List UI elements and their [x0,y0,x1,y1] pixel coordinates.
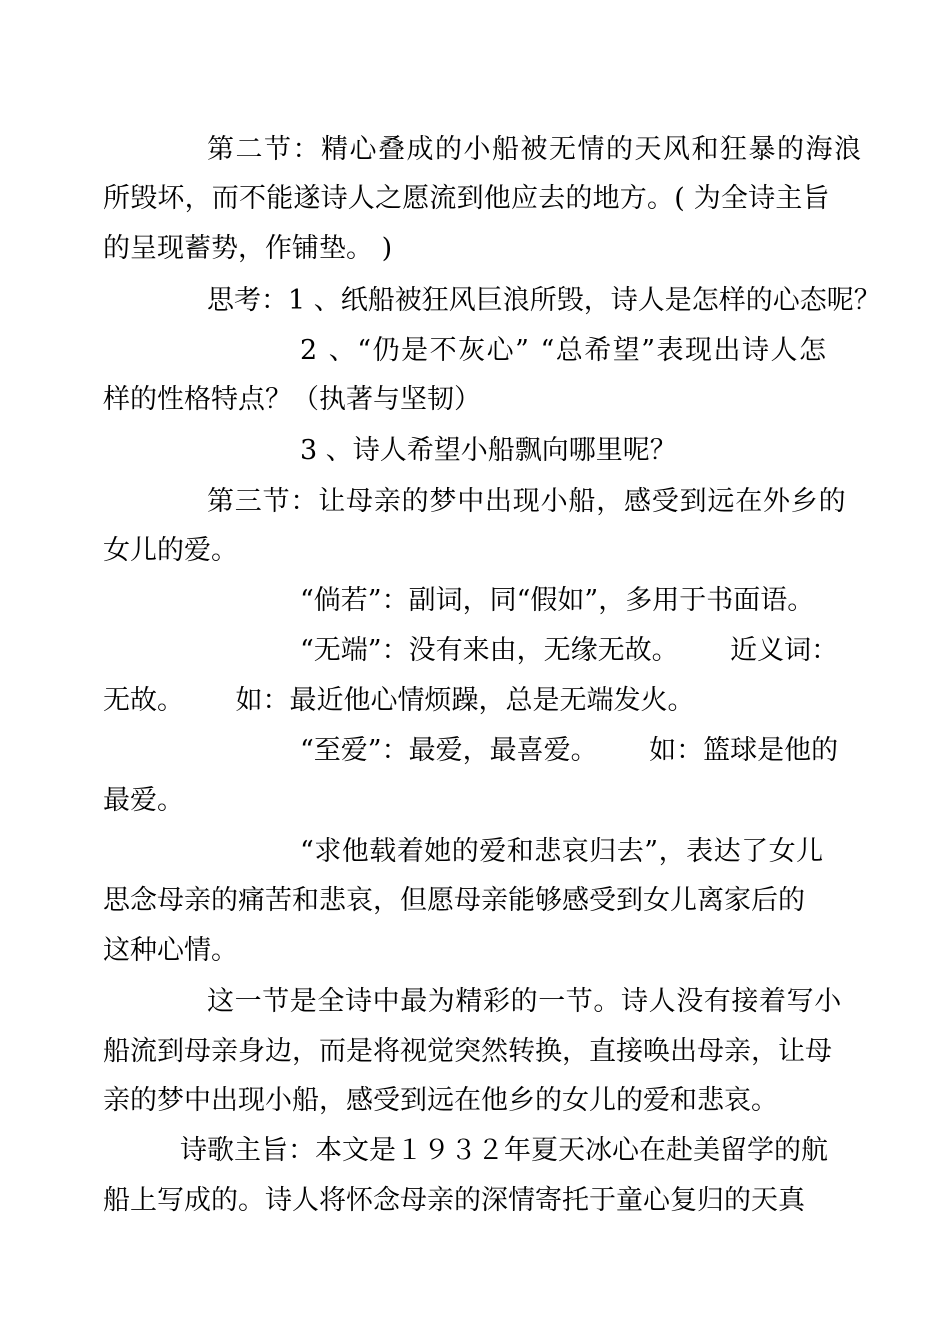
text-line: 第三节：让母亲的梦中出现小船，感受到远在外乡的 [207,486,847,517]
text-line: 的呈现蓄势，作铺垫。 ) [103,233,393,264]
text-line: 第二节：精心叠成的小船被无情的天风和狂暴的海浪 [207,134,863,165]
text-line: 船上写成的。诗人将怀念母亲的深情寄托于童心复归的天真 [103,1185,805,1216]
text-line: 所毁坏，而不能遂诗人之愿流到他应去的地方。( 为全诗主旨 [103,183,830,214]
text-line: 思考：1 、纸船被狂风巨浪所毁，诗人是怎样的心态呢？ [207,285,881,316]
text-line: “至爱”：最爱，最喜爱。 如：篮球是他的 [300,735,839,766]
text-line: 2 、“仍是不灰心” “总希望”表现出诗人怎 [300,335,828,366]
text-line: 这种心情。 [103,935,238,966]
text-line: “求他载着她的爱和悲哀归去”，表达了女儿 [300,836,824,867]
text-line: 无故。 如：最近他心情烦躁，总是无端发火。 [103,685,695,716]
text-line: 船流到母亲身边，而是将视觉突然转换，直接唤出母亲，让母 [103,1036,832,1067]
text-line: 思念母亲的痛苦和悲哀，但愿母亲能够感受到女儿离家后的 [103,885,805,916]
text-line: 诗歌主旨：本文是１９３２年夏天冰心在赴美留学的航 [180,1135,828,1166]
text-line: 这一节是全诗中最为精彩的一节。诗人没有接着写小 [207,986,842,1017]
text-line: “倘若”：副词，同“假如”，多用于书面语。 [300,585,815,616]
text-line: 3 、诗人希望小船飘向哪里呢？ [300,435,677,466]
text-line: 女儿的爱。 [103,535,238,566]
text-line: 最爱。 [103,785,184,816]
text-line: 样的性格特点？（执著与坚韧） [103,384,481,415]
text-line: “无端”：没有来由，无缘无故。 近义词： [300,635,839,666]
text-line: 亲的梦中出现小船，感受到远在他乡的女儿的爱和悲哀。 [103,1085,778,1116]
